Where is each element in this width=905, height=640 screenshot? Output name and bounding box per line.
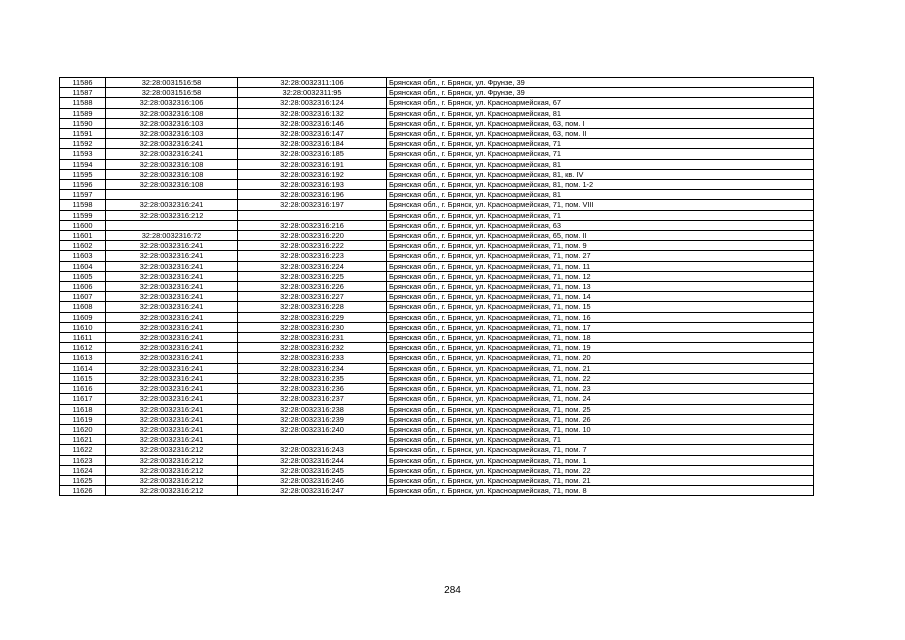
row-number-cell: 11594	[60, 159, 106, 169]
table-row	[60, 200, 814, 210]
row-number-cell: 11622	[60, 445, 106, 455]
table-row	[60, 139, 814, 149]
address-cell: Брянская обл., г. Брянск, ул. Фрунзе, 39	[387, 78, 814, 88]
table-row	[60, 98, 814, 108]
table-row	[60, 129, 814, 139]
address-cell: Брянская обл., г. Брянск, ул. Красноармейская, 81, кв. IV	[387, 169, 814, 179]
parent-cadastral-number-cell: 32:28:0032316:212	[106, 465, 238, 475]
row-number-cell: 11607	[60, 292, 106, 302]
row-number-cell: 11614	[60, 363, 106, 373]
address-cell: Брянская обл., г. Брянск, ул. Красноармейская, 63, пом. II	[387, 129, 814, 139]
row-number-cell: 11612	[60, 343, 106, 353]
parent-cadastral-number-cell: 32:28:0032316:241	[106, 343, 238, 353]
parent-cadastral-number-cell: 32:28:0032316:212	[106, 445, 238, 455]
cadastral-number-cell: 32:28:0032316:132	[238, 108, 387, 118]
parent-cadastral-number-cell: 32:28:0032316:108	[106, 180, 238, 190]
parent-cadastral-number-cell: 32:28:0032316:108	[106, 159, 238, 169]
table-row	[60, 149, 814, 159]
address-cell: Брянская обл., г. Брянск, ул. Красноармейская, 71, пом. 7	[387, 445, 814, 455]
table-row	[60, 445, 814, 455]
table-row	[60, 312, 814, 322]
row-number-cell: 11613	[60, 353, 106, 363]
cadastral-number-cell: 32:28:0032316:196	[238, 190, 387, 200]
address-cell: Брянская обл., г. Брянск, ул. Красноармейская, 81	[387, 190, 814, 200]
table-row	[60, 118, 814, 128]
row-number-cell: 11595	[60, 169, 106, 179]
parent-cadastral-number-cell: 32:28:0032316:241	[106, 292, 238, 302]
cadastral-number-cell: 32:28:0032311:106	[238, 78, 387, 88]
table-row	[60, 220, 814, 230]
parent-cadastral-number-cell: 32:28:0032316:241	[106, 353, 238, 363]
cadastral-number-cell: 32:28:0032316:230	[238, 322, 387, 332]
cadastral-number-cell: 32:28:0032316:191	[238, 159, 387, 169]
row-number-cell: 11610	[60, 322, 106, 332]
address-cell: Брянская обл., г. Брянск, ул. Фрунзе, 39	[387, 88, 814, 98]
cadastral-number-cell: 32:28:0032316:246	[238, 475, 387, 485]
address-cell: Брянская обл., г. Брянск, ул. Красноармейская, 71, пом. 11	[387, 261, 814, 271]
address-cell: Брянская обл., г. Брянск, ул. Красноармейская, 71, пом. 1	[387, 455, 814, 465]
parent-cadastral-number-cell: 32:28:0032316:212	[106, 210, 238, 220]
parent-cadastral-number-cell: 32:28:0032316:241	[106, 271, 238, 281]
address-cell: Брянская обл., г. Брянск, ул. Красноармейская, 63	[387, 220, 814, 230]
row-number-cell: 11623	[60, 455, 106, 465]
table-row	[60, 363, 814, 373]
cadastral-number-cell: 32:28:0032316:220	[238, 231, 387, 241]
cadastral-number-cell: 32:28:0032311:95	[238, 88, 387, 98]
cadastral-number-cell: 32:28:0032316:225	[238, 271, 387, 281]
row-number-cell: 11597	[60, 190, 106, 200]
cadastral-number-cell: 32:28:0032316:234	[238, 363, 387, 373]
address-cell: Брянская обл., г. Брянск, ул. Красноармейская, 65, пом. II	[387, 231, 814, 241]
cadastral-number-cell: 32:28:0032316:147	[238, 129, 387, 139]
table-row	[60, 353, 814, 363]
table-row	[60, 475, 814, 485]
cadastral-number-cell: 32:28:0032316:245	[238, 465, 387, 475]
address-cell: Брянская обл., г. Брянск, ул. Красноармейская, 71, пом. 20	[387, 353, 814, 363]
table-row	[60, 180, 814, 190]
row-number-cell: 11603	[60, 251, 106, 261]
row-number-cell: 11598	[60, 200, 106, 210]
parent-cadastral-number-cell: 32:28:0032316:241	[106, 302, 238, 312]
row-number-cell: 11617	[60, 394, 106, 404]
parent-cadastral-number-cell: 32:28:0032316:241	[106, 312, 238, 322]
address-cell: Брянская обл., г. Брянск, ул. Красноармейская, 71, пом. 22	[387, 373, 814, 383]
cadastral-number-cell: 32:28:0032316:227	[238, 292, 387, 302]
parent-cadastral-number-cell: 32:28:0032316:241	[106, 424, 238, 434]
parent-cadastral-number-cell: 32:28:0032316:241	[106, 404, 238, 414]
parent-cadastral-number-cell: 32:28:0032316:241	[106, 394, 238, 404]
parent-cadastral-number-cell: 32:28:0032316:241	[106, 149, 238, 159]
row-number-cell: 11615	[60, 373, 106, 383]
table-row	[60, 414, 814, 424]
address-cell: Брянская обл., г. Брянск, ул. Красноармейская, 71, пом. 21	[387, 475, 814, 485]
parent-cadastral-number-cell: 32:28:0032316:212	[106, 475, 238, 485]
parent-cadastral-number-cell: 32:28:0032316:103	[106, 118, 238, 128]
address-cell: Брянская обл., г. Брянск, ул. Красноармейская, 71	[387, 210, 814, 220]
table-row	[60, 169, 814, 179]
cadastral-number-cell: 32:28:0032316:233	[238, 353, 387, 363]
cadastral-number-cell: 32:28:0032316:146	[238, 118, 387, 128]
parent-cadastral-number-cell: 32:28:0032316:108	[106, 108, 238, 118]
cadastral-number-cell: 32:28:0032316:235	[238, 373, 387, 383]
cadastral-number-cell: 32:28:0032316:240	[238, 424, 387, 434]
cadastral-table	[59, 77, 814, 496]
row-number-cell: 11596	[60, 180, 106, 190]
address-cell: Брянская обл., г. Брянск, ул. Красноармейская, 71, пом. 21	[387, 363, 814, 373]
address-cell: Брянская обл., г. Брянск, ул. Красноармейская, 81	[387, 159, 814, 169]
table-row	[60, 210, 814, 220]
address-cell: Брянская обл., г. Брянск, ул. Красноармейская, 71, пом. 18	[387, 333, 814, 343]
cadastral-number-cell: 32:28:0032316:223	[238, 251, 387, 261]
parent-cadastral-number-cell: 32:28:0032316:241	[106, 363, 238, 373]
row-number-cell: 11626	[60, 486, 106, 496]
table-row	[60, 322, 814, 332]
parent-cadastral-number-cell: 32:28:0032316:212	[106, 455, 238, 465]
row-number-cell: 11620	[60, 424, 106, 434]
row-number-cell: 11605	[60, 271, 106, 281]
row-number-cell: 11590	[60, 118, 106, 128]
cadastral-number-cell	[238, 210, 387, 220]
parent-cadastral-number-cell: 32:28:0032316:103	[106, 129, 238, 139]
address-cell: Брянская обл., г. Брянск, ул. Красноармейская, 71, пом. 14	[387, 292, 814, 302]
row-number-cell: 11600	[60, 220, 106, 230]
address-cell: Брянская обл., г. Брянск, ул. Красноармейская, 71	[387, 435, 814, 445]
address-cell: Брянская обл., г. Брянск, ул. Красноармейская, 67	[387, 98, 814, 108]
parent-cadastral-number-cell: 32:28:0032316:241	[106, 322, 238, 332]
row-number-cell: 11601	[60, 231, 106, 241]
address-cell: Брянская обл., г. Брянск, ул. Красноармейская, 81, пом. 1-2	[387, 180, 814, 190]
address-cell: Брянская обл., г. Брянск, ул. Красноармейская, 71	[387, 149, 814, 159]
table-row	[60, 455, 814, 465]
row-number-cell: 11611	[60, 333, 106, 343]
parent-cadastral-number-cell: 32:28:0032316:72	[106, 231, 238, 241]
cadastral-number-cell: 32:28:0032316:193	[238, 180, 387, 190]
address-cell: Брянская обл., г. Брянск, ул. Красноармейская, 71, пом. 26	[387, 414, 814, 424]
address-cell: Брянская обл., г. Брянск, ул. Красноармейская, 71, пом. 27	[387, 251, 814, 261]
table-row	[60, 282, 814, 292]
table-row	[60, 190, 814, 200]
row-number-cell: 11608	[60, 302, 106, 312]
row-number-cell: 11618	[60, 404, 106, 414]
parent-cadastral-number-cell: 32:28:0032316:241	[106, 414, 238, 424]
row-number-cell: 11604	[60, 261, 106, 271]
table-row	[60, 251, 814, 261]
table-row	[60, 486, 814, 496]
parent-cadastral-number-cell	[106, 190, 238, 200]
table-row	[60, 435, 814, 445]
table-row	[60, 373, 814, 383]
cadastral-number-cell: 32:28:0032316:237	[238, 394, 387, 404]
table-row	[60, 465, 814, 475]
parent-cadastral-number-cell: 32:28:0032316:241	[106, 241, 238, 251]
parent-cadastral-number-cell: 32:28:0032316:241	[106, 200, 238, 210]
address-cell: Брянская обл., г. Брянск, ул. Красноармейская, 81	[387, 108, 814, 118]
row-number-cell: 11619	[60, 414, 106, 424]
parent-cadastral-number-cell: 32:28:0031516:58	[106, 88, 238, 98]
parent-cadastral-number-cell: 32:28:0032316:241	[106, 333, 238, 343]
row-number-cell: 11593	[60, 149, 106, 159]
cadastral-number-cell: 32:28:0032316:229	[238, 312, 387, 322]
table-row	[60, 271, 814, 281]
row-number-cell: 11616	[60, 384, 106, 394]
address-cell: Брянская обл., г. Брянск, ул. Красноармейская, 71, пом. 15	[387, 302, 814, 312]
cadastral-number-cell: 32:28:0032316:243	[238, 445, 387, 455]
address-cell: Брянская обл., г. Брянск, ул. Красноармейская, 71, пом. VIII	[387, 200, 814, 210]
cadastral-number-cell: 32:28:0032316:192	[238, 169, 387, 179]
address-cell: Брянская обл., г. Брянск, ул. Красноармейская, 71, пом. 10	[387, 424, 814, 434]
parent-cadastral-number-cell: 32:28:0032316:241	[106, 282, 238, 292]
address-cell: Брянская обл., г. Брянск, ул. Красноармейская, 71, пом. 19	[387, 343, 814, 353]
cadastral-number-cell: 32:28:0032316:238	[238, 404, 387, 414]
row-number-cell: 11599	[60, 210, 106, 220]
cadastral-number-cell: 32:28:0032316:236	[238, 384, 387, 394]
address-cell: Брянская обл., г. Брянск, ул. Красноармейская, 63, пом. I	[387, 118, 814, 128]
cadastral-number-cell: 32:28:0032316:216	[238, 220, 387, 230]
parent-cadastral-number-cell: 32:28:0032316:241	[106, 251, 238, 261]
cadastral-number-cell: 32:28:0032316:231	[238, 333, 387, 343]
parent-cadastral-number-cell	[106, 220, 238, 230]
address-cell: Брянская обл., г. Брянск, ул. Красноармейская, 71, пом. 9	[387, 241, 814, 251]
address-cell: Брянская обл., г. Брянск, ул. Красноармейская, 71, пом. 25	[387, 404, 814, 414]
table-row	[60, 292, 814, 302]
row-number-cell: 11625	[60, 475, 106, 485]
row-number-cell: 11587	[60, 88, 106, 98]
table-row	[60, 88, 814, 98]
row-number-cell: 11621	[60, 435, 106, 445]
parent-cadastral-number-cell: 32:28:0032316:106	[106, 98, 238, 108]
row-number-cell: 11609	[60, 312, 106, 322]
cadastral-number-cell: 32:28:0032316:185	[238, 149, 387, 159]
row-number-cell: 11602	[60, 241, 106, 251]
cadastral-number-cell: 32:28:0032316:184	[238, 139, 387, 149]
parent-cadastral-number-cell: 32:28:0032316:241	[106, 139, 238, 149]
parent-cadastral-number-cell: 32:28:0032316:241	[106, 261, 238, 271]
table-row	[60, 302, 814, 312]
table-row	[60, 343, 814, 353]
row-number-cell: 11591	[60, 129, 106, 139]
address-cell: Брянская обл., г. Брянск, ул. Красноармейская, 71, пом. 23	[387, 384, 814, 394]
parent-cadastral-number-cell: 32:28:0031516:58	[106, 78, 238, 88]
address-cell: Брянская обл., г. Брянск, ул. Красноармейская, 71, пом. 17	[387, 322, 814, 332]
table-row	[60, 424, 814, 434]
row-number-cell: 11606	[60, 282, 106, 292]
address-cell: Брянская обл., г. Брянск, ул. Красноармейская, 71	[387, 139, 814, 149]
cadastral-number-cell: 32:28:0032316:244	[238, 455, 387, 465]
address-cell: Брянская обл., г. Брянск, ул. Красноармейская, 71, пом. 22	[387, 465, 814, 475]
table-row	[60, 78, 814, 88]
table-row	[60, 404, 814, 414]
parent-cadastral-number-cell: 32:28:0032316:241	[106, 373, 238, 383]
row-number-cell: 11588	[60, 98, 106, 108]
address-cell: Брянская обл., г. Брянск, ул. Красноармейская, 71, пом. 13	[387, 282, 814, 292]
address-cell: Брянская обл., г. Брянск, ул. Красноармейская, 71, пом. 16	[387, 312, 814, 322]
parent-cadastral-number-cell: 32:28:0032316:108	[106, 169, 238, 179]
address-cell: Брянская обл., г. Брянск, ул. Красноармейская, 71, пом. 12	[387, 271, 814, 281]
table-row	[60, 159, 814, 169]
cadastral-number-cell: 32:28:0032316:224	[238, 261, 387, 271]
parent-cadastral-number-cell: 32:28:0032316:212	[106, 486, 238, 496]
address-cell: Брянская обл., г. Брянск, ул. Красноармейская, 71, пом. 24	[387, 394, 814, 404]
cadastral-number-cell: 32:28:0032316:228	[238, 302, 387, 312]
cadastral-number-cell: 32:28:0032316:222	[238, 241, 387, 251]
cadastral-number-cell: 32:28:0032316:124	[238, 98, 387, 108]
table-row	[60, 241, 814, 251]
table-row	[60, 231, 814, 241]
table-row	[60, 384, 814, 394]
table-row	[60, 261, 814, 271]
page-number: 284	[444, 585, 461, 596]
parent-cadastral-number-cell: 32:28:0032316:241	[106, 435, 238, 445]
cadastral-number-cell: 32:28:0032316:232	[238, 343, 387, 353]
address-cell: Брянская обл., г. Брянск, ул. Красноармейская, 71, пом. 8	[387, 486, 814, 496]
row-number-cell: 11592	[60, 139, 106, 149]
row-number-cell: 11624	[60, 465, 106, 475]
row-number-cell: 11589	[60, 108, 106, 118]
cadastral-number-cell: 32:28:0032316:197	[238, 200, 387, 210]
parent-cadastral-number-cell: 32:28:0032316:241	[106, 384, 238, 394]
table-row	[60, 333, 814, 343]
cadastral-table-body	[60, 78, 814, 496]
cadastral-number-cell: 32:28:0032316:226	[238, 282, 387, 292]
table-row	[60, 394, 814, 404]
row-number-cell: 11586	[60, 78, 106, 88]
cadastral-number-cell: 32:28:0032316:239	[238, 414, 387, 424]
cadastral-number-cell: 32:28:0032316:247	[238, 486, 387, 496]
cadastral-number-cell	[238, 435, 387, 445]
table-row	[60, 108, 814, 118]
